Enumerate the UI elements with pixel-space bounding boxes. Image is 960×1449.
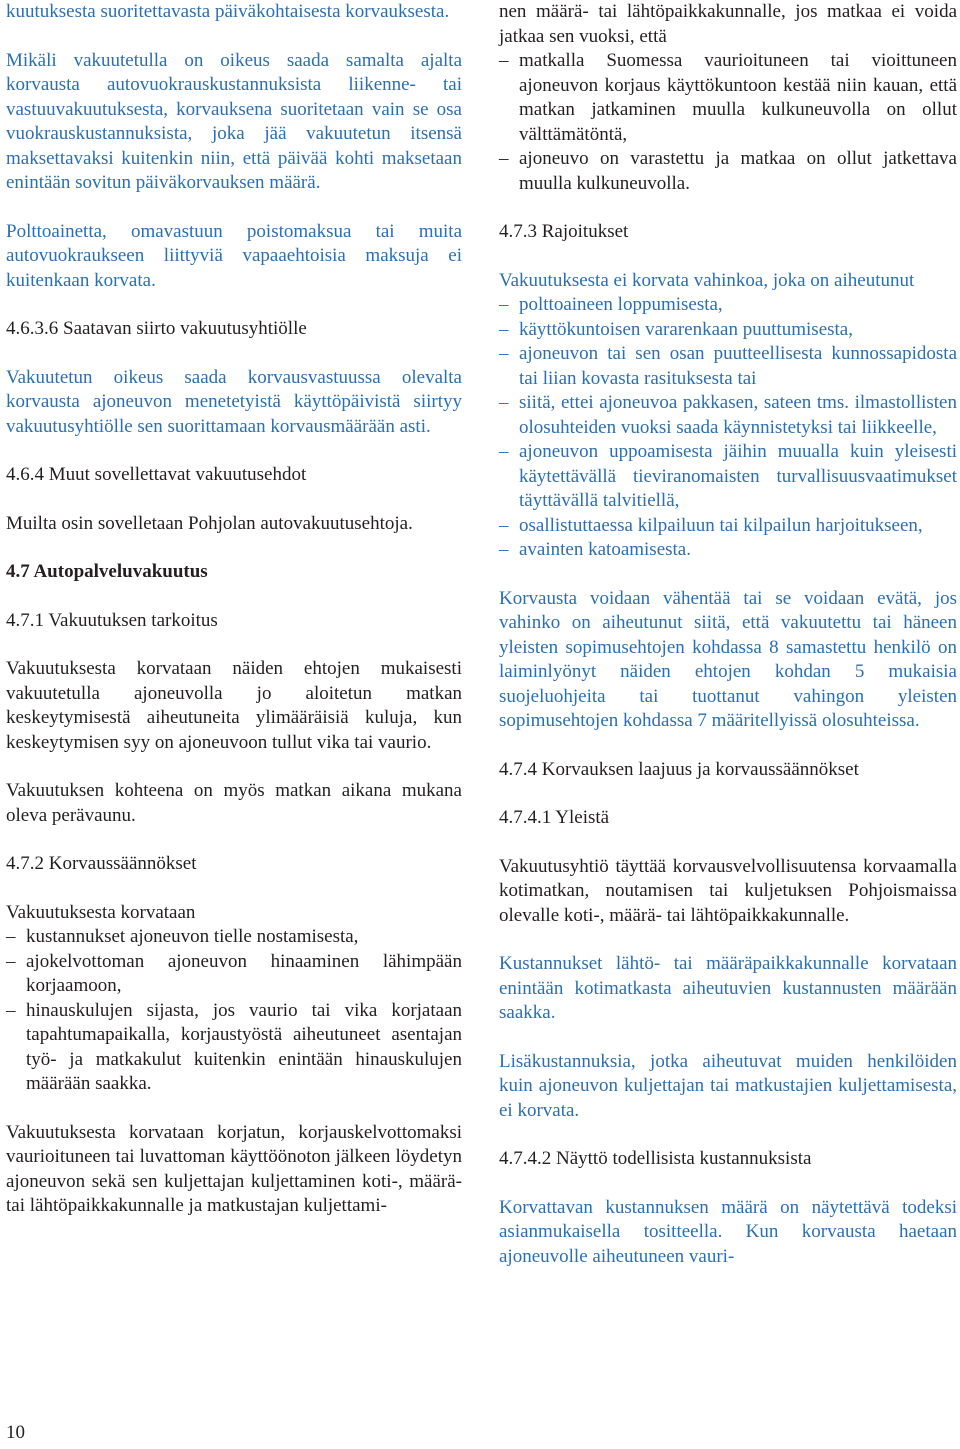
section-heading: 4.6.4 Muut sovellettavat vakuutusehdot [6,464,307,485]
paragraph: Vakuutuksen kohteena on myös matkan aikana mukana oleva perävaunu. [6,780,462,826]
list-item: – ajoneuvon uppoamisesta jäihin muualla kuin yleisesti käytettävällä tieviranomaisten turvallisuusvaatimukset täyttävällä talvitiellä, [499,440,957,514]
list-item: – käyttökuntoisen vararenkaan puuttumisesta, [499,318,957,343]
section-heading: 4.7.2 Korvaussäännökset [6,853,197,874]
list-item: – ajoneuvon tai sen osan puutteellisesta kunnossapidosta tai liian kovasta rasituksesta tai [499,342,957,391]
paragraph: Korvattavan kustannuksen määrä on näytettävä todeksi asianmukaisella tositteella. Kun korvausta haetaan ajoneuvolle aiheutuneen vauri- [499,1196,957,1267]
section-heading: 4.7.4 Korvauksen laajuus ja korvaussäännökset [499,758,859,780]
paragraph: Kustannukset lähtö- tai määräpaikkakunnalle korvataan enintään kotimatkasta aiheutuvien kustannusten määrään saakka. [499,953,957,1023]
list-item: – hinauskulujen sijasta, jos vaurio tai vika korjataan tapahtumapaikalla, korjaustyöstä aiheutuneet asentajan työ- ja matkakulut kuitenkin enintään hinauskulujen määrään saakka. [6,999,462,1097]
paragraph: nen määrä- tai lähtöpaikkakunnalle, jos matkaa ei voida jatkaa sen vuoksi, että [499,1,957,47]
list-item: – avainten katoamisesta. [499,538,957,563]
paragraph: Korvausta voidaan vähentää tai se voidaan evätä, jos vahinko on aiheutunut siitä, että vakuutettu tai häneen yleisten sopimusehtojen kohdassa 8 samastettu henkilö on laiminlyönyt näiden ehtojen kohdan 5 mukaisia suojeluohjeita tai tuottanut vahingon yleisten sopimusehtojen kohdassa 7 määritellyissä olosuhteissa. [499,587,957,731]
dash-list [499,49,957,196]
paragraph: Vakuutusyhtiö täyttää korvausvelvollisuutensa korvaamalla kotimatkan, noutamisen tai kuljetuksen Pohjoismaissa olevalle koti-, määrä- tai lähtöpaikkakunnalle. [499,855,957,926]
list-item: – siitä, ettei ajoneuvoa pakkasen, sateen tms. ilmastollisten olosuhteiden vuoksi saada käynnistetyksi tai liikkeelle, [499,391,957,440]
dash-list [6,925,462,1097]
paragraph: Lisäkustannuksia, jotka aiheutuvat muiden henkilöiden kuin ajoneuvon kuljettajan tai matkustajien kuljettamisesta, ei korvata. [499,1050,957,1121]
section-heading: 4.7.4.1 Yleistä [499,807,610,828]
list-item: – kustannukset ajoneuvon tielle nostamisesta, [6,925,462,950]
list-item: – ajoneuvo on varastettu ja matkaa on ollut jatkettava muulla kulkuneuvolla. [499,147,957,196]
section-heading: 4.6.3.6 Saatavan siirto vakuutusyhtiölle [6,318,307,339]
paragraph: Vakuutetun oikeus saada korvausvastuussa olevalta korvausta ajoneuvon menetetyistä käyttöpäivistä siirtyy vakuutusyhtiölle sen suorittamaan korvausmäärään asti. [6,366,462,437]
paragraph: Vakuutuksesta korvataan korjatun, korjauskelvottomaksi vaurioituneen tai luvattoman käyttöönoton jälkeen löydetyn ajoneuvon sekä sen kuljettajan kuljettaminen koti-, määrä- tai lähtöpaikkakunnalle ja matkustajan kuljettami- [6,1121,462,1216]
list-item: – polttoaineen loppumisesta, [499,293,957,318]
paragraph: Vakuutuksesta korvataan [6,901,196,923]
dash-list [499,293,957,563]
right-column [499,0,957,1293]
list-item: – ajokelvottoman ajoneuvon hinaaminen lähimpään korjaamoon, [6,950,462,999]
section-heading: 4.7.1 Vakuutuksen tarkoitus [6,609,218,631]
page-number: 10 [6,1422,25,1443]
paragraph: Mikäli vakuutetulla on oikeus saada samalta ajalta korvausta autovuokrauskustannuksista liikenne- tai vastuuvakuutuksesta, korvauksena suoritetaan vain se osa vuokrauskustannuksista, joka jää vakuutetun itsensä maksettavaksi kuitenkin niin, että päivää kohti maksetaan enintään sovitun päiväkorvauksen määrä. [6,49,462,193]
section-heading: 4.7.3 Rajoitukset [499,221,629,242]
left-column [6,0,462,1243]
section-heading: 4.7.4.2 Näyttö todellisista kustannuksista [499,1148,812,1169]
paragraph: Muilta osin sovelletaan Pohjolan autovakuutusehtoja. [6,512,413,534]
paragraph: kuutuksesta suoritettavasta päiväkohtaisesta korvauksesta. [6,1,450,22]
list-item: – matkalla Suomessa vaurioituneen tai vioittuneen ajoneuvon korjaus käyttökuntoon kestää niin kauan, että matkan jatkaminen muulla kulkuneuvolla on ollut välttämätöntä, [499,49,957,147]
paragraph: Vakuutuksesta korvataan näiden ehtojen mukaisesti vakuutetulla ajoneuvolla jo aloitetun matkan keskeytymisestä aiheutuneita ylimääräisiä kuluja, kun keskeytymisen syy on ajoneuvoon tullut vika tai vaurio. [6,658,462,753]
paragraph: Vakuutuksesta ei korvata vahinkoa, joka on aiheutunut [499,269,915,291]
paragraph: Polttoainetta, omavastuun poistomaksua tai muita autovuokraukseen liittyviä vapaaehtoisia maksuja ei kuitenkaan korvata. [6,220,462,291]
section-heading: 4.7 Autopalveluvakuutus [6,561,208,582]
list-item: – osallistuttaessa kilpailuun tai kilpailun harjoitukseen, [499,514,957,539]
